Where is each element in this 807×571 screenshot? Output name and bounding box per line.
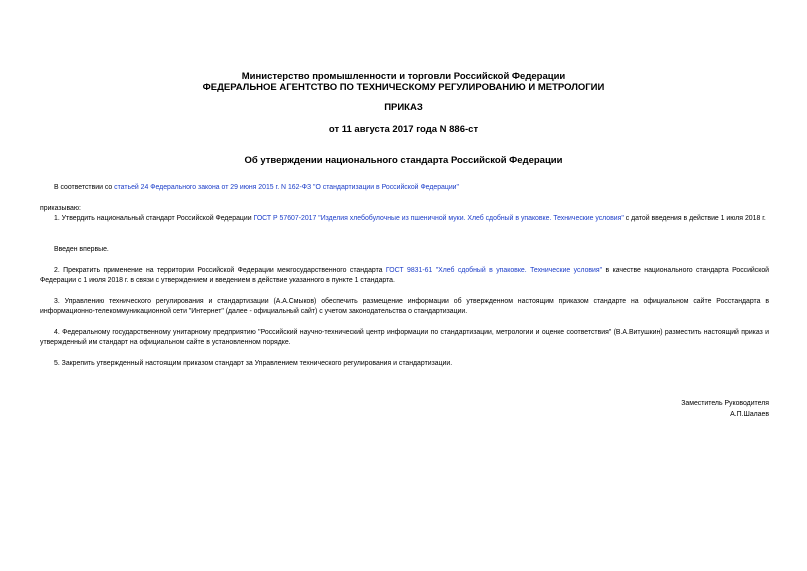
- gost-9831-link[interactable]: ГОСТ 9831-61 "Хлеб сдобный в упаковке. Технические условия": [385, 267, 603, 274]
- item-4-paragraph: 4. Федеральному государственному унитарному предприятию "Российский научно-технический центр информации по стандартизации, метрологии и оценке соответствия" (В.А.Витушкин) разместить настоящий приказ и утвержденный им стандарт на официальном сайте в установленном порядке.: [40, 329, 769, 346]
- item-1-paragraph: [40, 214, 769, 224]
- law-link[interactable]: статьей 24 Федерального закона от 29 июня 2015 г. N 162-ФЗ "О стандартизации в Российской Федерации": [114, 184, 459, 191]
- document-type: ПРИКАЗ: [384, 102, 423, 113]
- introduced-first-note: Введен впервые.: [54, 246, 109, 253]
- order-word: приказываю:: [40, 205, 81, 212]
- document-subject: Об утверждении национального стандарта Российской Федерации: [244, 155, 563, 166]
- signature-position: Заместитель Руководителя: [681, 400, 769, 407]
- signature-name: А.П.Шалаев: [730, 411, 769, 418]
- intro-paragraph: [40, 183, 769, 193]
- gost-57607-link[interactable]: ГОСТ Р 57607-2017 "Изделия хлебобулочные из пшеничной муки. Хлеб сдобный в упаковке. Технические условия": [253, 215, 624, 222]
- item-1-text: 1. Утвердить национальный стандарт Российской Федерации: [54, 215, 254, 222]
- item-2-text: 2. Прекратить применение на территории Российской Федерации межгосударственного стандарта: [54, 267, 386, 274]
- item-2-tail: в качестве национального стандарта Российской Федерации с 1 июля 2018 г. в связи с утверждением и введением в действие указанного в пункте 1 стандарта.: [40, 267, 770, 284]
- ministry-name: Министерство промышленности и торговли Российской Федерации: [241, 71, 566, 82]
- item-5-paragraph: 5. Закрепить утвержденный настоящим приказом стандарт за Управлением технического регулирования и стандартизации.: [54, 360, 453, 367]
- agency-name: ФЕДЕРАЛЬНОЕ АГЕНТСТВО ПО ТЕХНИЧЕСКОМУ РЕГУЛИРОВАНИЮ И МЕТРОЛОГИИ: [202, 82, 605, 93]
- intro-text: В соответствии со: [54, 184, 115, 191]
- item-3-paragraph: 3. Управлению технического регулирования и стандартизации (А.А.Смыков) обеспечить размещение информации об утвержденном настоящим приказом стандарте на официальном сайте Росстандарта в информационно-телекоммуникационной сети "Интернет" (далее - официальный сайт) с учетом законодательства о стандартизации.: [40, 298, 769, 315]
- item-1-tail: с датой введения в действие 1 июля 2018 г.: [623, 215, 766, 222]
- item-2-paragraph: [40, 266, 769, 286]
- document-date-number: от 11 августа 2017 года N 886-ст: [328, 124, 479, 135]
